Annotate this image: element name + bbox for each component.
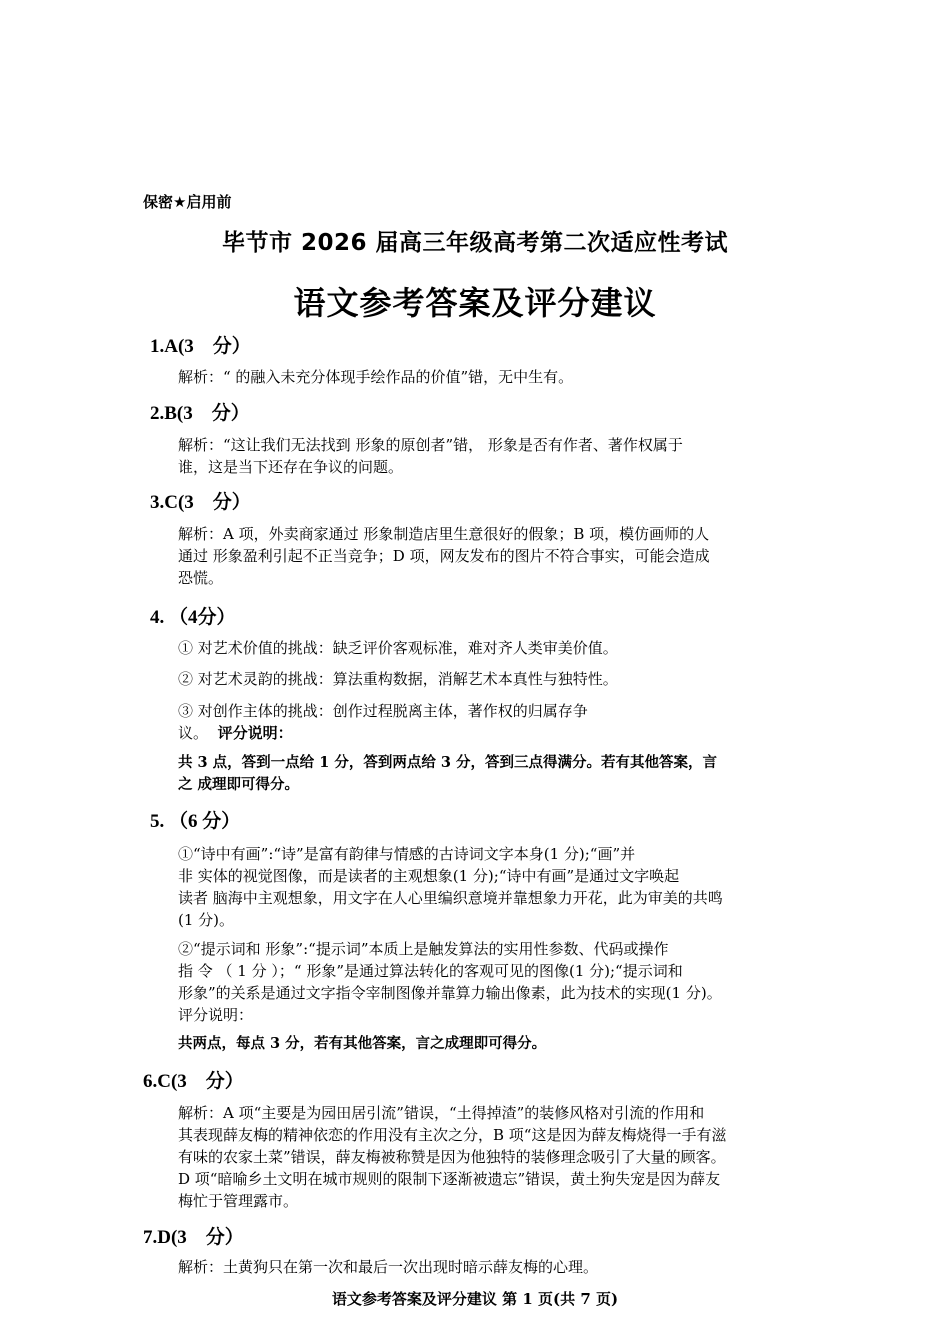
scoring-note-label: 评分说明：	[217, 724, 293, 742]
answer-2-analysis: 解析：“这让我们无法找到 形象的原创者”错， 形象是否有作者、著作权属于 谁，这是当下还存在争议的问题。	[178, 436, 683, 476]
answer-4-item-1: ① 对艺术价值的挑战：缺乏评价客观标准，难对齐人类审美价值。	[178, 639, 618, 657]
page-footer: 语文参考答案及评分建议 第 1 页(共 7 页)	[331, 1290, 619, 1308]
answer-5-para-2: ②“提示词和 形象”:“提示词”本质上是触发算法的实用性参数、代码或操作 指 令 （ 1 分 ）；“ 形象”是通过算法转化的客观可见的图像(1 分);“提示词和 形象”的关系是通过文字指令宰制图像并靠算力输出像素，此为技术的实现(1 分)。 评分说明：	[178, 940, 722, 1024]
answer-5-para-1: ①“诗中有画”:“诗”是富有韵律与情感的古诗词文字本身(1 分);“画”并 非 实体的视觉图像，而是读者的主观想象(1 分);“诗中有画”是通过文字唤起 读者 脑海中主观想象，用文字在人心里编织意境并靠想象力开花，此为审美的共鸣 (1 分)。	[178, 845, 723, 929]
answer-3-analysis: 解析：A 项，外卖商家通过 形象制造店里生意很好的假象；B 项，模仿画师的人 通过 形象盈利引起不正当竞争；D 项，网友发布的图片不符合事实，可能会造成 恐慌。	[178, 525, 710, 587]
answer-2-heading: 2.B(3 分）	[150, 403, 250, 424]
document-title: 语文参考答案及评分建议	[293, 284, 657, 322]
answer-4-item-3: ③ 对创作主体的挑战：创作过程脱离主体，著作权的归属存争 议。 评分说明：	[178, 702, 588, 742]
answer-6-heading: 6.C(3 分）	[143, 1071, 244, 1092]
answer-1-analysis: 解析：“ 的融入未充分体现手绘作品的价值”错，无中生有。	[178, 368, 574, 386]
answer-5-scoring: 共两点，每点 3 分，若有其他答案，言之成理即可得分。	[178, 1035, 547, 1052]
answer-3-heading: 3.C(3 分）	[150, 492, 251, 513]
answer-7-analysis: 解析：土黄狗只在第一次和最后一次出现时暗示薛友梅的心理。	[178, 1258, 599, 1276]
confidential-label: 保密★启用前	[143, 193, 232, 211]
exam-title: 毕节市 2026 届高三年级高考第二次适应性考试	[221, 230, 729, 256]
answer-4-scoring: 共 3 点，答到一点给 1 分，答到两点给 3 分，答到三点得满分。若有其他答案，言 之 成理即可得分。	[178, 754, 718, 793]
answer-1-heading: 1.A(3 分）	[150, 336, 251, 357]
answer-4-item-2: ② 对艺术灵韵的挑战：算法重构数据，消解艺术本真性与独特性。	[178, 670, 618, 688]
answer-5-heading: 5. （6 分）	[150, 811, 241, 832]
answer-4-heading: 4. （4分）	[150, 607, 236, 628]
answer-6-analysis: 解析：A 项“主要是为园田居引流”错误，“土得掉渣”的装修风格对引流的作用和 其表现薛友梅的精神依恋的作用没有主次之分，B 项“这是因为薛友梅烧得一手有滋 有味的农家土菜”错误，薛友梅被称赞是因为他独特的装修理念吸引了大量的顾客。 D 项“暗喻乡土文明在城市规则的限制下逐渐被遗忘”错误，黄土狗失宠是因为薛友 梅忙于管理露市。	[178, 1104, 727, 1210]
answer-7-heading: 7.D(3 分）	[143, 1227, 244, 1248]
